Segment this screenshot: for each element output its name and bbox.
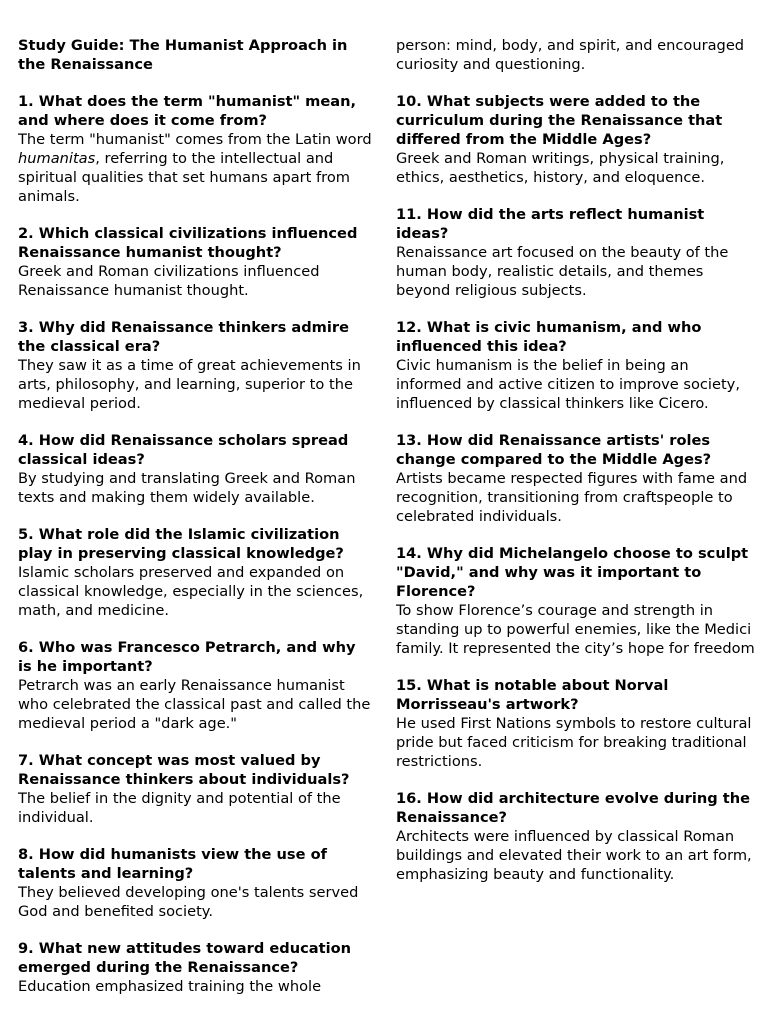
qa-item-3 bbox=[18, 318, 374, 413]
answer-7: The belief in the dignity and potential of the individual. bbox=[18, 790, 341, 826]
question-2: 2. Which classical civilizations influenced Renaissance humanist thought? bbox=[18, 225, 358, 261]
question-11: 11. How did the arts reflect humanist ideas? bbox=[396, 206, 705, 242]
question-15: 15. What is notable about Norval Morrisseau's artwork? bbox=[396, 677, 669, 713]
question-12: 12. What is civic humanism, and who influenced this idea? bbox=[396, 319, 702, 355]
qa-item-2 bbox=[18, 224, 374, 300]
question-5: 5. What role did the Islamic civilization play in preserving classical knowledge? bbox=[18, 526, 344, 562]
answer-6: Petrarch was an early Renaissance humanist who celebrated the classical past and called the medieval period a "dark age." bbox=[18, 677, 371, 732]
question-9: 9. What new attitudes toward education emerged during the Renaissance? bbox=[18, 940, 351, 976]
qa-item-14 bbox=[396, 544, 756, 658]
answer-16: Architects were influenced by classical Roman buildings and elevated their work to an art form, emphasizing beauty and functionality. bbox=[396, 828, 752, 883]
answer-2: Greek and Roman civilizations influenced Renaissance humanist thought. bbox=[18, 263, 320, 299]
answer-5: Islamic scholars preserved and expanded on classical knowledge, especially in the sciences, math, and medicine. bbox=[18, 564, 364, 619]
question-16: 16. How did architecture evolve during the Renaissance? bbox=[396, 790, 751, 826]
question-1: 1. What does the term "humanist" mean, and where does it come from? bbox=[18, 93, 357, 129]
qa-item-15 bbox=[396, 676, 756, 771]
answer-10: Greek and Roman writings, physical training, ethics, aesthetics, history, and eloquence. bbox=[396, 150, 725, 186]
answer-12: Civic humanism is the belief in being an informed and active citizen to improve society, influenced by classical thinkers like Cicero. bbox=[396, 357, 740, 412]
qa-item-13 bbox=[396, 431, 756, 526]
question-14: 14. Why did Michelangelo choose to sculpt "David," and why was it important to Florence? bbox=[396, 545, 749, 600]
question-3: 3. Why did Renaissance thinkers admire the classical era? bbox=[18, 319, 349, 355]
right-column bbox=[396, 36, 756, 902]
answer-4: By studying and translating Greek and Roman texts and making them widely available. bbox=[18, 470, 356, 506]
qa-item-7 bbox=[18, 751, 374, 827]
answer-1-part-1: The term "humanist" comes from the Latin word bbox=[18, 131, 372, 148]
qa-item-10 bbox=[396, 92, 756, 187]
answer-8: They believed developing one's talents served God and benefited society. bbox=[18, 884, 359, 920]
answer-1 bbox=[18, 130, 374, 206]
document-title: Study Guide: The Humanist Approach in the Renaissance bbox=[18, 37, 348, 73]
qa-item-5 bbox=[18, 525, 374, 620]
question-7: 7. What concept was most valued by Renaissance thinkers about individuals? bbox=[18, 752, 350, 788]
answer-9-part-1: Education emphasized training the whole bbox=[18, 978, 322, 995]
qa-item-6 bbox=[18, 638, 374, 733]
answer-14: To show Florence’s courage and strength in standing up to powerful enemies, like the Medici family. It represented the city’s hope for freedom bbox=[396, 602, 755, 657]
answer-1-part-2: , referring to the intellectual and spiritual qualities that set humans apart from animals. bbox=[18, 150, 350, 205]
qa-item-1 bbox=[18, 92, 374, 206]
question-8: 8. How did humanists view the use of talents and learning? bbox=[18, 846, 327, 882]
question-4: 4. How did Renaissance scholars spread classical ideas? bbox=[18, 432, 349, 468]
question-13: 13. How did Renaissance artists' roles change compared to the Middle Ages? bbox=[396, 432, 712, 468]
qa-item-8 bbox=[18, 845, 374, 921]
qa-item-16 bbox=[396, 789, 756, 884]
qa-item-4 bbox=[18, 431, 374, 507]
qa-item-9 bbox=[18, 939, 374, 996]
answer-9-part-2: person: mind, body, and spirit, and encouraged curiosity and questioning. bbox=[396, 37, 745, 73]
answer-3: They saw it as a time of great achievements in arts, philosophy, and learning, superior to the medieval period. bbox=[18, 357, 361, 412]
question-6: 6. Who was Francesco Petrarch, and why is he important? bbox=[18, 639, 356, 675]
answer-15: He used First Nations symbols to restore cultural pride but faced criticism for breaking traditional restrictions. bbox=[396, 715, 752, 770]
answer-11: Renaissance art focused on the beauty of the human body, realistic details, and themes beyond religious subjects. bbox=[396, 244, 729, 299]
qa-item-11 bbox=[396, 205, 756, 300]
question-10: 10. What subjects were added to the curriculum during the Renaissance that differed from the Middle Ages? bbox=[396, 93, 723, 148]
left-column bbox=[18, 36, 374, 1014]
qa-item-12 bbox=[396, 318, 756, 413]
answer-1-italic-term: humanitas bbox=[18, 150, 96, 167]
answer-13: Artists became respected figures with fame and recognition, transitioning from craftspeople to celebrated individuals. bbox=[396, 470, 748, 525]
